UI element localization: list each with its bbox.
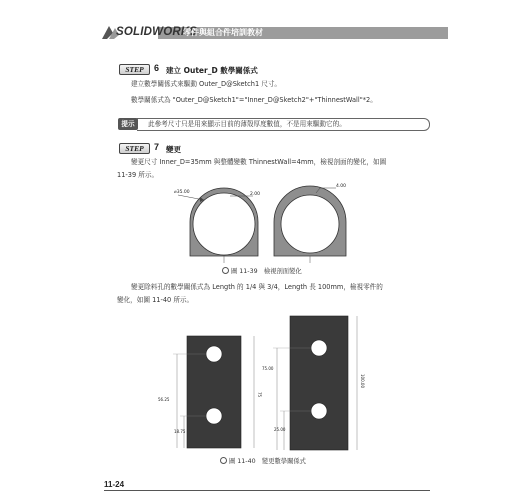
long-shaft-upper-hole <box>311 340 327 356</box>
page-header <box>0 21 520 45</box>
figure-marker-icon <box>222 267 229 274</box>
page-number: 11-24 <box>104 480 125 489</box>
long-shaft-length-dim: 100.00 <box>360 374 365 388</box>
short-shaft-lower-hole <box>206 408 222 424</box>
figure-11-40 <box>150 308 390 456</box>
step-7-line-1: 變更尺寸 Inner_D=35mm 與整體變數 ThinnestWall=4mm，檢視剖面的變化，如圖 <box>131 158 387 166</box>
para-line-2: 變化，如圖 11-40 所示。 <box>117 296 194 304</box>
step-6-number: 6 <box>154 63 160 73</box>
step-6-badge: STEP <box>119 64 150 75</box>
long-shaft-upper-dim: 75.00 <box>262 366 274 371</box>
para-line-1: 變更除料孔的數學關係式為 Length 的 1/4 與 3/4，Length 長 100mm，檢視零件的 <box>131 283 383 291</box>
tip-text: 此參考尺寸只是用來顯示目前的薄殼厚度數值，不是用來驅動它的。 <box>148 120 346 128</box>
figure-11-39 <box>170 180 370 270</box>
figure-11-39-caption: 圖 11-39 檢視剖面變化 <box>222 266 302 275</box>
step-7-title: 變更 <box>166 145 181 154</box>
header-book-title: 零件與組合件培訓教材 <box>183 28 263 37</box>
step-6-line-1: 建立數學關係式來驅動 Outer_D@Sketch1 尺寸。 <box>131 80 282 88</box>
dim-thin-wall: 2.00 <box>250 192 261 197</box>
step-6-title: 建立 Outer_D 數學關係式 <box>166 66 258 75</box>
step-7-line-2: 11-39 所示。 <box>117 171 159 179</box>
short-shaft-upper-hole <box>206 346 222 362</box>
long-shaft <box>290 316 348 450</box>
thin-wall-bore <box>193 193 255 255</box>
footer-rule <box>104 490 430 491</box>
step-7-badge: STEP <box>119 143 150 154</box>
thick-wall-bore <box>281 195 339 253</box>
long-shaft-lower-hole <box>311 403 327 419</box>
long-shaft-lower-dim: 25.00 <box>274 427 286 432</box>
short-shaft-length-dim: 75 <box>257 392 262 398</box>
short-shaft-upper-dim: 56.25 <box>158 397 170 402</box>
header-brand: SOLIDWORKS <box>116 26 198 38</box>
dim-thick-wall: 4.00 <box>336 184 347 189</box>
dim-inner-diameter: ⌀35.00 <box>174 190 190 195</box>
short-shaft-lower-dim: 18.75 <box>174 429 186 434</box>
tip-label: 提示 <box>118 118 138 130</box>
figure-11-40-caption: 圖 11-40 變更數學關係式 <box>220 456 306 465</box>
figure-marker-icon <box>220 457 227 464</box>
step-6-line-2: 數學關係式為 "Outer_D@Sketch1"="Inner_D@Sketch2"+"ThinnestWall"*2。 <box>131 96 377 104</box>
step-7-number: 7 <box>154 142 160 152</box>
